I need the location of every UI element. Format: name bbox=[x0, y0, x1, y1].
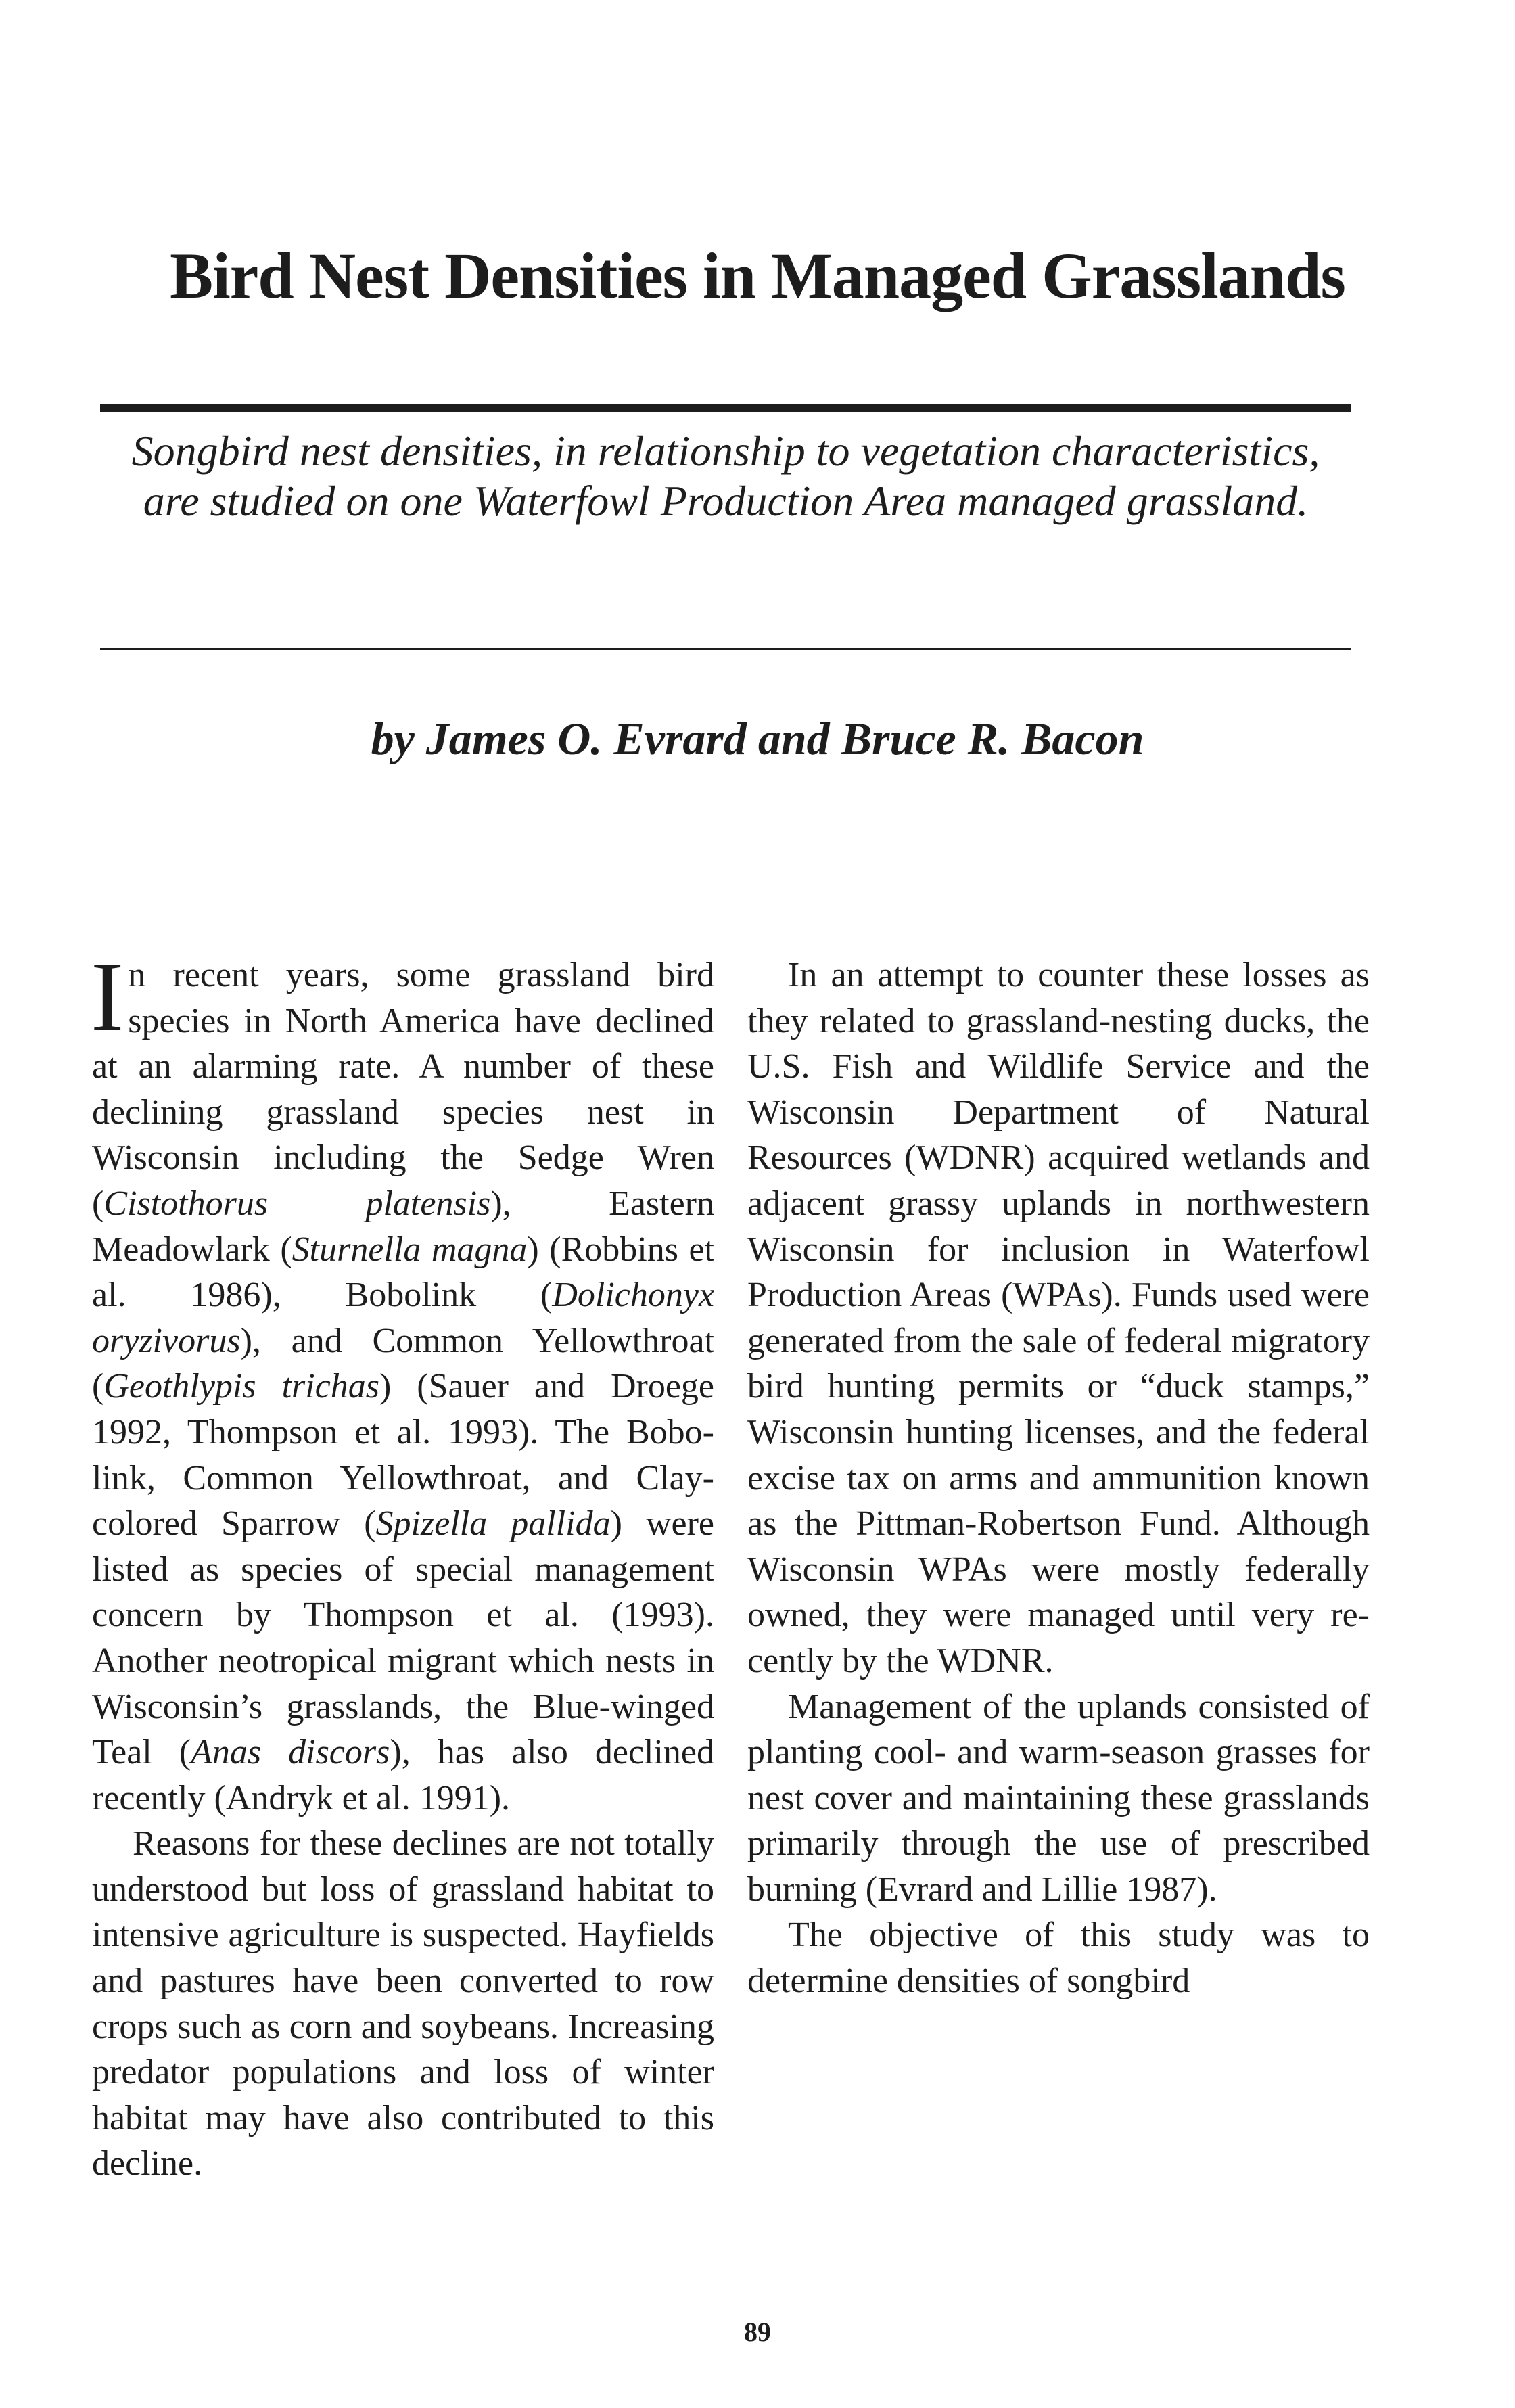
species-name: Anas discors bbox=[191, 1733, 390, 1772]
species-name: Dolichonyx oryzivorus bbox=[92, 1276, 714, 1360]
species-name: Spizella pallida bbox=[375, 1504, 611, 1544]
article-title: Bird Nest Densities in Managed Grasslands bbox=[170, 239, 1345, 312]
body-paragraph-2: Reasons for these declines are not totally understood but loss of grassland habitat to intensive agriculture is suspected. Hayfields and pastures have been converted to row crops such as corn and soybeans. Increasing predator populations and loss of winter habitat may have also contributed to this decline. bbox=[92, 1824, 714, 2183]
species-name: Sturnella magna bbox=[292, 1230, 528, 1269]
body-paragraph-3: In an attempt to counter these losses as they related to grassland-nesting ducks, the U.S. Fish and Wildlife Service and the Wisconsin Department of Natural Resources (WDNR) acquired wetlands and adjacent grassy uplands in northwestern Wisconsin for inclusion in Waterfowl Production Areas (WPAs). Funds used were generated from the sale of federal migratory bird hunting permits or “duck stamps,” Wisconsin hunting licenses, and the federal excise tax on arms and ammunition known as the Pittman-Robertson Fund. Although Wisconsin WPAs were mostly federally owned, they were managed until very recently by the WDNR. bbox=[747, 956, 1370, 1680]
paragraph-1-text: ), Eastern Meadowlark ( bbox=[92, 1184, 714, 1269]
paragraph-1-text: ), has also declined recently (Andryk et al. 1991). bbox=[92, 1733, 714, 1817]
species-name: Cistothorus platensis bbox=[103, 1184, 491, 1223]
body-paragraph-4: Management of the uplands consisted of planting cool- and warm-season grasses for nest cover and maintaining these grasslands primarily through the use of prescribed burning (Evrard and Lillie 1987). bbox=[747, 1687, 1370, 1909]
species-name: Geothlypis trichas bbox=[103, 1367, 380, 1406]
subtitle-rule-thin bbox=[100, 648, 1351, 650]
paragraph-1-text: n recent years, some grassland bird species in North America have declined at an alarming rate. A number of these declining grassland species nest in Wisconsin including the Sedge Wren ( bbox=[92, 956, 714, 1223]
drop-cap: I bbox=[91, 942, 124, 1052]
title-rule-thick bbox=[100, 404, 1351, 412]
paragraph-1-text: ), and Common Yellowthroat ( bbox=[92, 1321, 714, 1406]
body-column-right bbox=[747, 952, 1370, 2004]
body-column-left bbox=[91, 942, 715, 2187]
body-paragraph-1 bbox=[91, 942, 715, 1821]
paragraph-1-text: ) were listed as species of special management concern by Thompson et al. (1993). Another neotropical migrant which nests in Wisconsin’s grasslands, the Blue-winged Teal ( bbox=[92, 1504, 714, 1772]
paragraph-1-text: ) (Sauer and Droege 1992, Thompson et al. 1993). The Bobolink, Common Yellowthroat, and Clay-colored Sparrow ( bbox=[92, 1367, 714, 1544]
page-number: 89 bbox=[744, 2317, 771, 2347]
article-byline: by James O. Evrard and Bruce R. Bacon bbox=[371, 713, 1144, 764]
paragraph-1-text: ) (Robbins et al. 1986), Bobolink ( bbox=[92, 1230, 715, 1315]
body-paragraph-5: The objective of this study was to determine densities of songbird bbox=[747, 1916, 1370, 2001]
article-subtitle: Songbird nest densities, in relationship to vegetation characteristics, are studied on one Waterfowl Production Area managed grassland. bbox=[131, 427, 1320, 525]
